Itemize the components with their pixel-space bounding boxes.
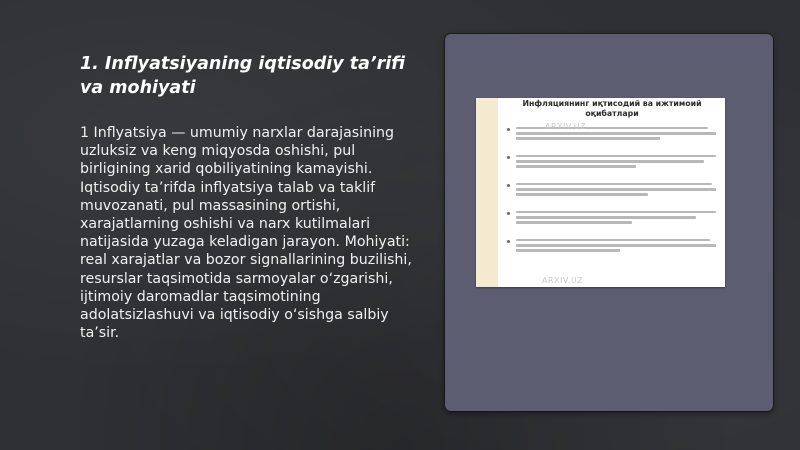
embedded-bullet bbox=[516, 183, 716, 200]
slide-accent-strip bbox=[476, 98, 498, 287]
embedded-slide-image bbox=[476, 98, 725, 287]
slide-title: 1. Inflyatsiyaning iqtisodiy ta’rifi va mohiyati bbox=[80, 54, 405, 98]
embedded-slide-title: Инфляциянинг иқтисодий ва ижтимоий оқибатлари bbox=[522, 99, 702, 118]
slide-body-text: 1 Inflyatsiya — umumiy narxlar darajasining uzluksiz va keng miqyosda oshishi, pul birligining xarid qobiliyatining kamayishi. Iqtisodiy ta’rifda inflyatsiya talab va taklif muvozanati, pul massasining ortishi, xarajatlarning oshishi va narx kutilmalari natijasida yuzaga keladigan jarayon. Mohiyati: real xarajatlar va bozor signallarining buzilishi, resurslar taqsimotida sarmoyalar o‘zgarishi, ijtimoiy daromadlar taqsimotining adolatsizlashuvi va iqtisodiy o‘sishga salbiy ta’sir. bbox=[80, 125, 412, 342]
embedded-bullet bbox=[516, 211, 716, 228]
embedded-bullet bbox=[516, 155, 716, 172]
watermark-text: ARXIV.UZ bbox=[542, 276, 584, 285]
embedded-bullet bbox=[516, 239, 716, 256]
watermark-text: ARXIV.UZ bbox=[545, 122, 587, 131]
embedded-bullet-list bbox=[516, 127, 716, 267]
